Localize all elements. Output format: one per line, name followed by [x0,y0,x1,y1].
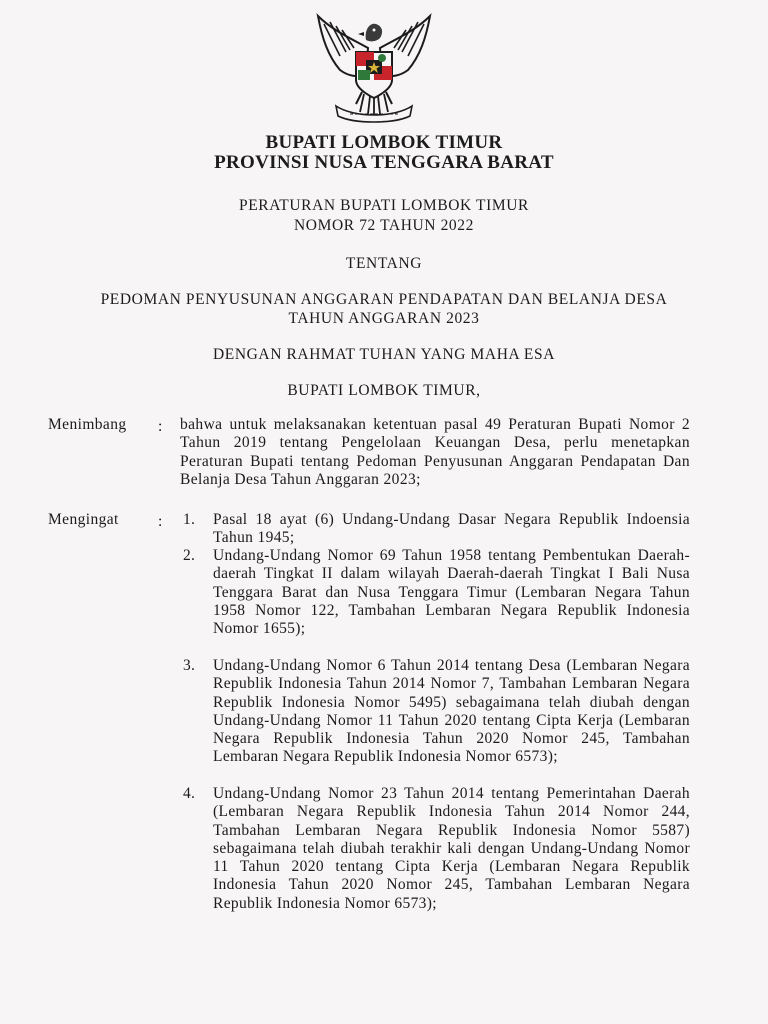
regulation-issuer: BUPATI LOMBOK TIMUR, [287,382,481,399]
mengingat-label: Mengingat [48,511,119,528]
regulation-subject-line-1: PEDOMAN PENYUSUNAN ANGGARAN PENDAPATAN DAN BELANJA DESA [100,291,668,308]
mengingat-item-number: 1. [183,511,196,528]
regulation-blessing: DENGAN RAHMAT TUHAN YANG MAHA ESA [212,346,555,363]
regulation-subject-line-2: TAHUN ANGGARAN 2023 [288,310,480,327]
menimbang-colon: : [158,418,163,435]
menimbang-text: bahwa untuk melaksanakan ketentuan pasal 49 Peraturan Bupati Nomor 2 Tahun 2019 tentang Pengelolaan Keuangan Desa, perlu menetapkan Peraturan Bupati tentang Pedoman Penyusunan Anggaran Pendapatan Dan Belanja Desa Tahun Anggaran 2023; [180,416,690,488]
mengingat-item-number: 4. [183,785,196,802]
header-line-2: PROVINSI NUSA TENGGARA BARAT [214,152,554,173]
regulation-about: TENTANG [345,255,423,272]
mengingat-item-text: Undang-Undang Nomor 23 Tahun 2014 tentang Pemerintahan Daerah (Lembaran Negara Republik Indonesia Tahun 2014 Nomor 244, Tambahan Lembaran Negara Republik Indonesia Nomor 5587) sebagaimana telah diubah terakhir kali dengan Undang-Undang Nomor 11 Tahun 2020 tentang Cipta Kerja (Lembaran Negara Republik Indonesia Tahun 2020 Nomor 245, Tambahan Lembaran Negara Republik Indonesia Nomor 6573); [213,785,690,912]
mengingat-item-text: Pasal 18 ayat (6) Undang-Undang Dasar Negara Republik Indoensia Tahun 1945; [213,511,690,547]
mengingat-item-text: Undang-Undang Nomor 69 Tahun 1958 tentang Pembentukan Daerah-daerah Tingkat II dalam wilayah Daerah-daerah Tingkat I Bali Nusa Tenggara Barat dan Nusa Tenggara Timur (Lembaran Negara Tahun 1958 Nomor 122, Tambahan Lembaran Negara Republik Indonesia Nomor 1655); [213,547,690,638]
mengingat-item-number: 3. [183,657,196,674]
mengingat-item-number: 2. [183,547,196,564]
mengingat-colon: : [158,513,163,530]
header-line-1: BUPATI LOMBOK TIMUR [265,132,503,153]
menimbang-label: Menimbang [48,416,127,433]
regulation-name: PERATURAN BUPATI LOMBOK TIMUR [239,197,529,214]
regulation-number: NOMOR 72 TAHUN 2022 [294,217,474,234]
mengingat-item-text: Undang-Undang Nomor 6 Tahun 2014 tentang Desa (Lembaran Negara Republik Indonesia Tahun 2014 Nomor 7, Tambahan Lembaran Negara Republik Indonesia Nomor 5495) sebagaimana telah diubah dengan Undang-Undang Nomor 11 Tahun 2020 tentang Cipta Kerja (Lembaran Negara Republik Indonesia Tahun 2020 Nomor 245, Tambahan Lembaran Negara Republik Indonesia Nomor 6573); [213,657,690,766]
garuda-emblem-icon [310,8,438,126]
